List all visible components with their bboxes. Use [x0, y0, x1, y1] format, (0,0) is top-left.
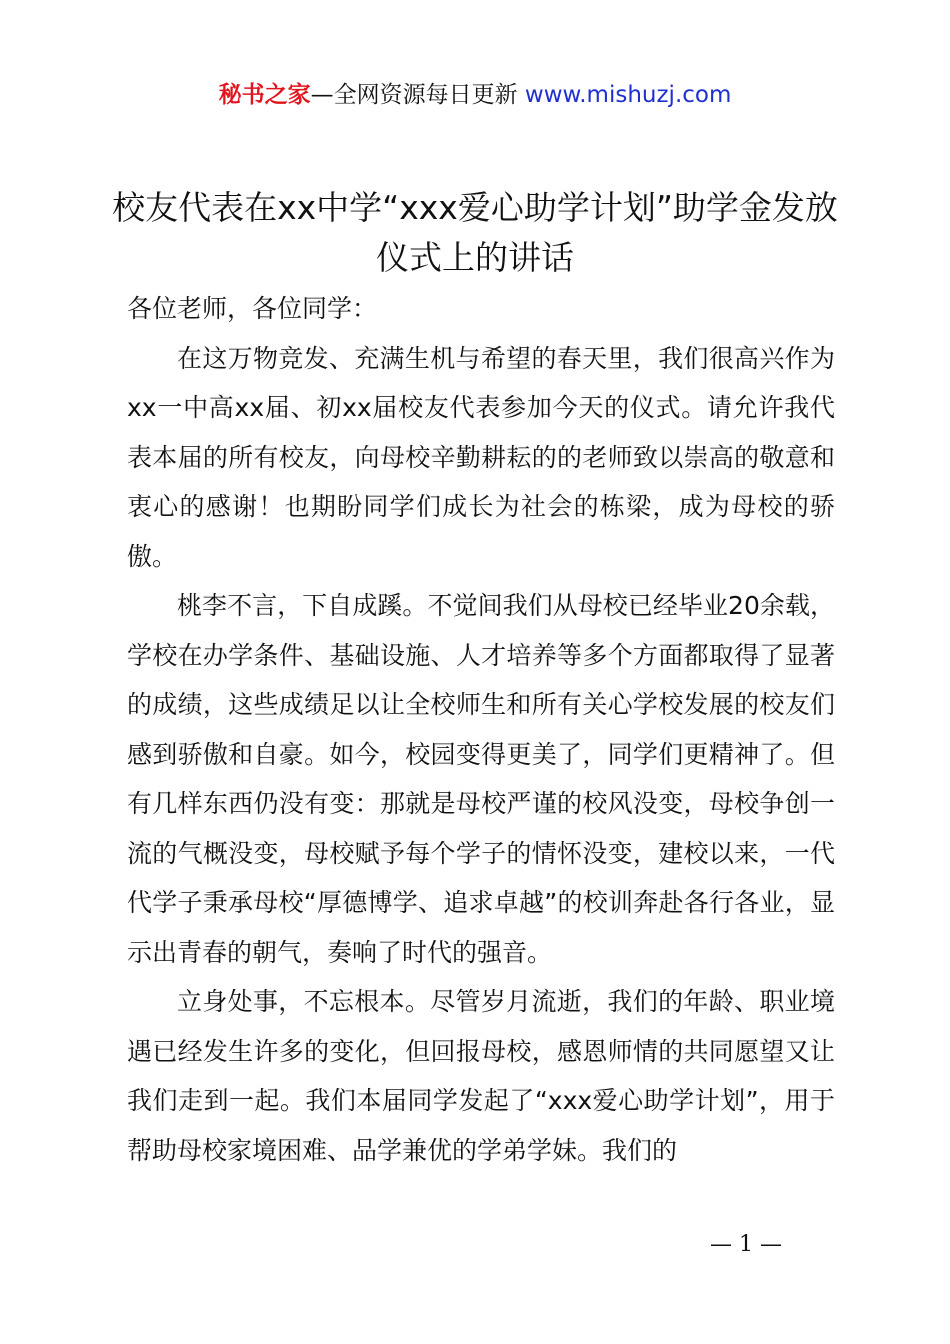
header-tagline: —全网资源每日更新	[310, 82, 518, 108]
site-header	[0, 78, 950, 112]
brand-name: 秘书之家	[218, 82, 311, 108]
paragraph-1: 在这万物竞发、充满生机与希望的春天里，我们很高兴作为xx一中高xx届、初xx届校友代表参加今天的仪式。请允许我代表本届的所有校友，向母校辛勤耕耘的的老师致以崇高的敬意和衷心的感谢！也期盼同学们成长为社会的栋梁，成为母校的骄傲。	[127, 343, 835, 571]
salutation: 各位老师，各位同学：	[127, 294, 378, 323]
paragraph-3: 立身处事，不忘根本。尽管岁月流逝，我们的年龄、职业境遇已经发生许多的变化，但回报母校，感恩师情的共同愿望又让我们走到一起。我们本届同学发起了“xxx爱心助学计划”，用于帮助母校家境困难、品学兼优的学弟学妹。我们的	[127, 987, 835, 1165]
page-footer	[0, 1228, 950, 1262]
paragraph-2: 桃李不言，下自成蹊。不觉间我们从母校已经毕业20余载，学校在办学条件、基础设施、人才培养等多个方面都取得了显著的成绩，这些成绩足以让全校师生和所有关心学校发展的校友们感到骄傲和自豪。如今，校园变得更美了，同学们更精神了。但有几样东西仍没有变：那就是母校严谨的校风没变，母校争创一流的气概没变，母校赋予每个学子的情怀没变，建校以来，一代代学子秉承母校“厚德博学、追求卓越”的校训奔赴各行各业，显示出青春的朝气，奏响了时代的强音。	[127, 591, 835, 967]
page-number: — 1 —	[710, 1232, 782, 1257]
site-url-link[interactable]: www.mishuzj.com	[524, 82, 732, 108]
document-title: 校友代表在xx中学“xxx爱心助学计划”助学金发放仪式上的讲话	[112, 188, 838, 277]
document-body	[127, 284, 835, 1175]
